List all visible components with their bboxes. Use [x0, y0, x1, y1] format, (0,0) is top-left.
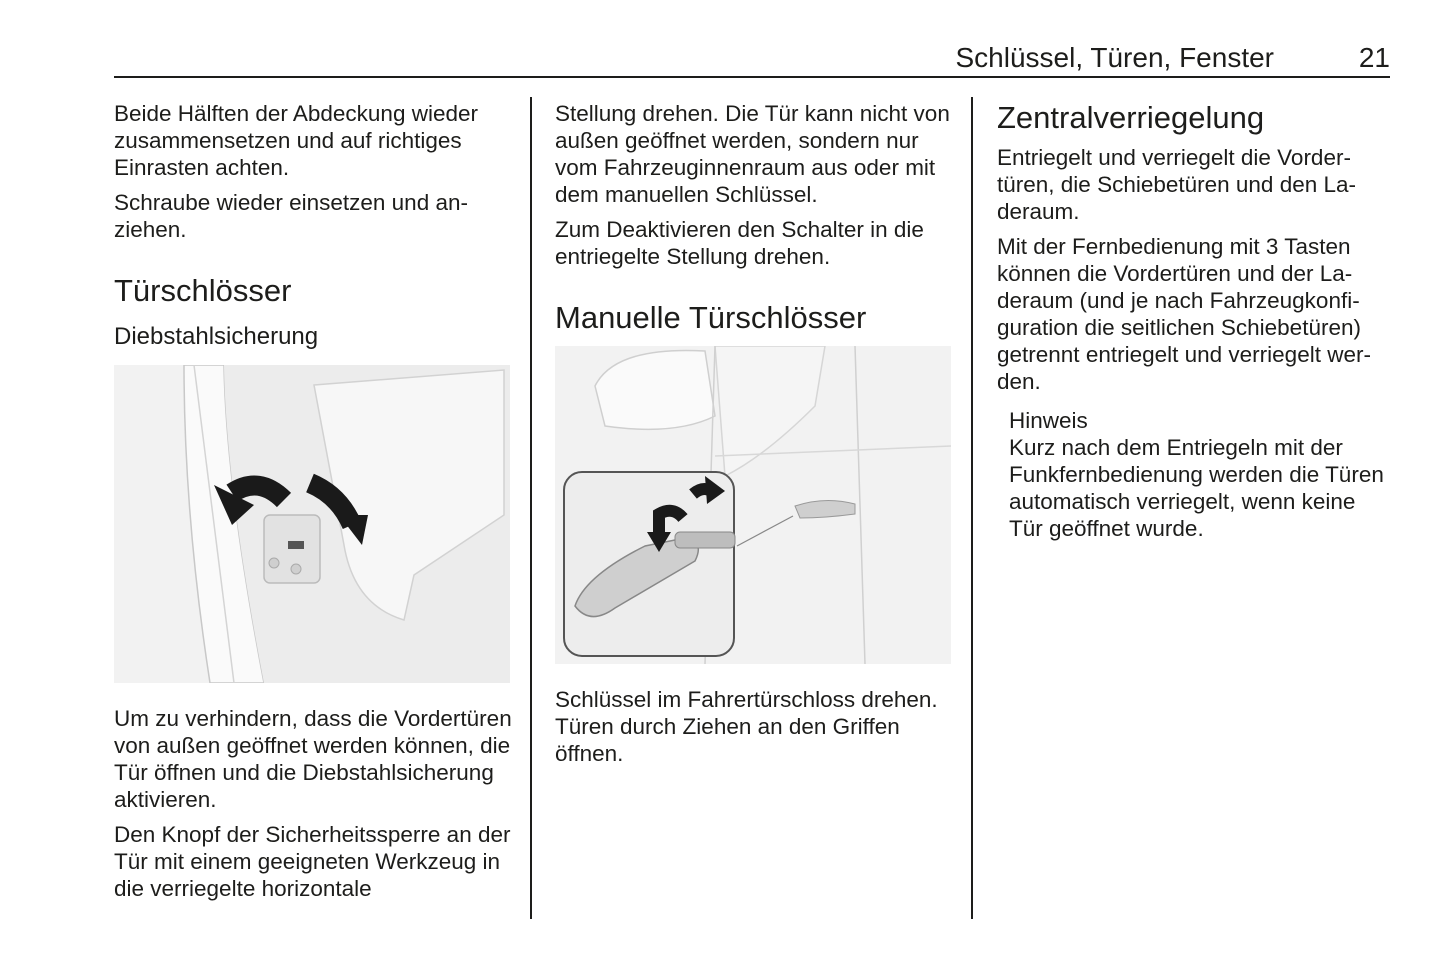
running-title: Schlüssel, Türen, Fenster: [955, 42, 1274, 73]
paragraph: Schraube wieder einsetzen und anziehen.: [114, 190, 468, 242]
paragraph: Zum Deaktivieren den Schalter in die entriegelte Stellung drehen.: [555, 217, 924, 269]
note-title: Hinweis: [1009, 408, 1088, 433]
paragraph: Schlüssel im Fahrertürschloss drehen. Türen durch Ziehen an den Griffen öffnen.: [555, 687, 938, 766]
section-heading: Zentralverriegelung: [997, 100, 1265, 135]
section-heading: Türschlösser: [114, 273, 292, 308]
manual-door-lock-drawing: [555, 346, 951, 664]
door-handle-illustration: [555, 346, 951, 664]
subsection-heading: Diebstahlsicherung: [114, 323, 319, 350]
section-heading: Manuelle Türschlösser: [555, 300, 867, 335]
paragraph: Den Knopf der Sicherheitssperre an der Tür mit einem geeigneten Werkzeug in die verriegelte horizontale: [114, 822, 511, 901]
door-lock-illustration: [114, 365, 510, 683]
note-box: [1009, 407, 1392, 542]
anti-theft-lock-drawing: [114, 365, 510, 683]
paragraph: Entriegelt und verriegelt die Vordertüren, die Schiebetüren und den Laderaum.: [997, 145, 1357, 224]
column-3: [997, 100, 1392, 550]
column-divider: [530, 97, 532, 919]
column-2: [555, 100, 955, 775]
column-divider: [971, 97, 973, 919]
paragraph: Stellung drehen. Die Tür kann nicht von außen geöffnet werden, sondern nur vom Fahrzeuginnenraum aus oder mit dem manuellen Schlüssel.: [555, 101, 950, 207]
page-header: [114, 40, 1390, 78]
paragraph: Um zu verhindern, dass die Vordertüren von außen geöffnet werden können, die Tür öffnen und die Diebstahlsicherung aktivieren.: [114, 706, 512, 812]
page-number: 21: [1358, 42, 1390, 73]
note-text: Kurz nach dem Entriegeln mit der Funkfernbedienung werden die Türen automatisch verriegelt, wenn keine Tür geöffnet wurde.: [1009, 435, 1384, 541]
column-1: [114, 100, 514, 910]
paragraph: Mit der Fernbedienung mit 3 Tasten können die Vordertüren und der Laderaum (und je nach Fahrzeugkonfiguration die seitlichen Schiebetüren) getrennt entriegelt und verriegelt werden.: [997, 234, 1371, 394]
paragraph: Beide Hälften der Abdeckung wieder zusammensetzen und auf richtiges Einrasten achten.: [114, 101, 478, 180]
